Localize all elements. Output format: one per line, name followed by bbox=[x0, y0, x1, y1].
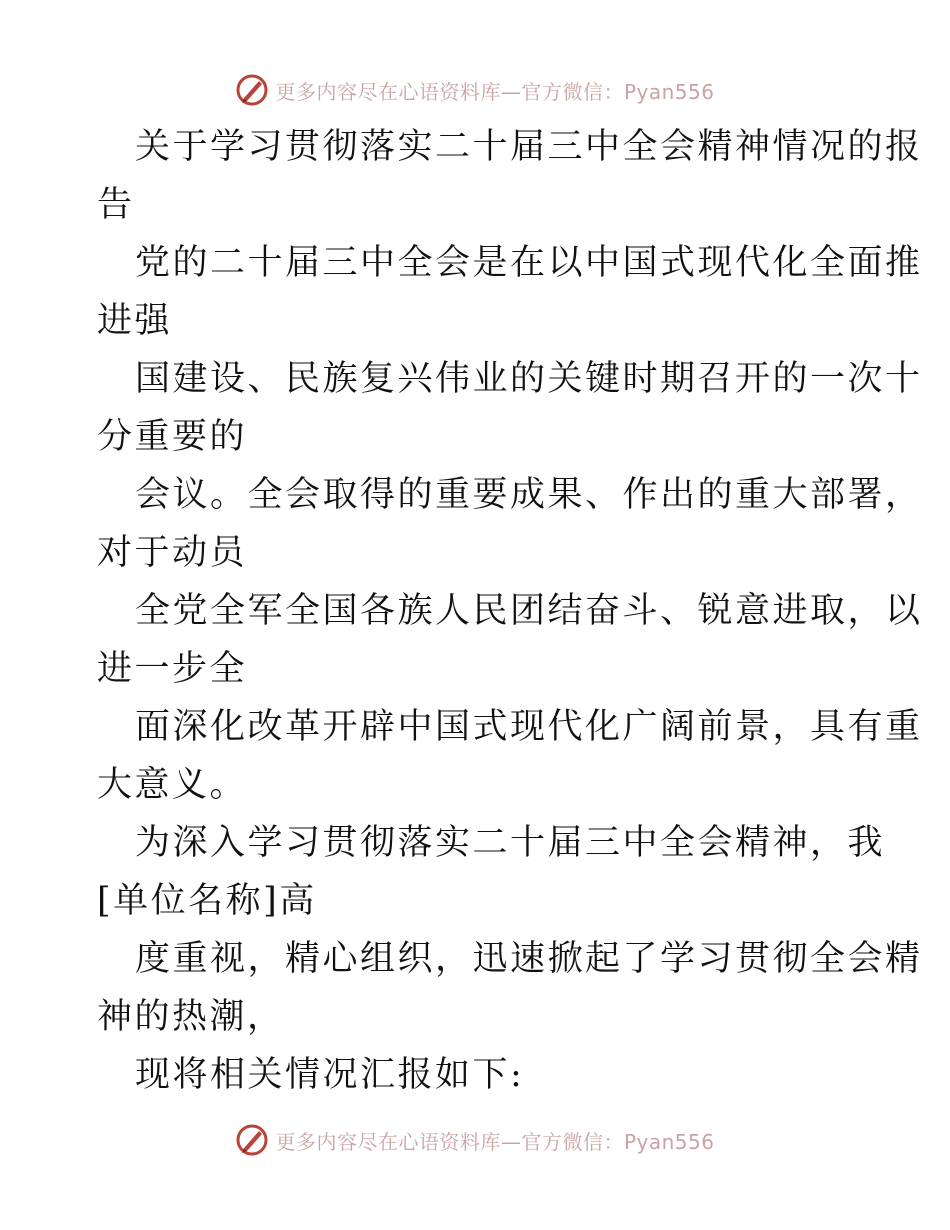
pen-logo-icon bbox=[235, 73, 269, 107]
paragraph-line: 国建设、民族复兴伟业的关键时期召开的一次十 bbox=[135, 359, 923, 399]
paragraph-line: 神的热潮， bbox=[97, 997, 285, 1037]
paragraph-line: 进强 bbox=[97, 301, 173, 341]
document-body bbox=[97, 118, 923, 1104]
watermark-text: 更多内容尽在心语资料库—官方微信：Pyan556 bbox=[275, 79, 715, 104]
paragraph-line: 为深入学习贯彻落实二十届三中全会精神，我 bbox=[135, 823, 886, 863]
paragraph-line: 会议。全会取得的重要成果、作出的重大部署， bbox=[135, 475, 923, 515]
paragraph-line: 告 bbox=[97, 185, 135, 225]
paragraph-line: 党的二十届三中全会是在以中国式现代化全面推 bbox=[135, 243, 923, 283]
paragraph-line: 分重要的 bbox=[97, 417, 248, 457]
paragraph-line: 面深化改革开辟中国式现代化广阔前景，具有重 bbox=[135, 707, 923, 747]
paragraph-line: 对于动员 bbox=[97, 533, 248, 573]
paragraph-line: 进一步全 bbox=[97, 649, 248, 689]
watermark-text: 更多内容尽在心语资料库—官方微信：Pyan556 bbox=[275, 1129, 715, 1154]
pen-logo-icon bbox=[235, 1123, 269, 1157]
watermark-footer bbox=[0, 1120, 950, 1160]
paragraph-line: 大意义。 bbox=[97, 765, 248, 805]
paragraph-line: 度重视，精心组织，迅速掀起了学习贯彻全会精 bbox=[135, 939, 923, 979]
paragraph-line: 关于学习贯彻落实二十届三中全会精神情况的报 bbox=[135, 127, 923, 167]
paragraph-line: 现将相关情况汇报如下: bbox=[135, 1055, 525, 1095]
watermark-header bbox=[0, 70, 950, 110]
paragraph-line: [单位名称]高 bbox=[97, 881, 317, 921]
paragraph-line: 全党全军全国各族人民团结奋斗、锐意进取，以 bbox=[135, 591, 923, 631]
